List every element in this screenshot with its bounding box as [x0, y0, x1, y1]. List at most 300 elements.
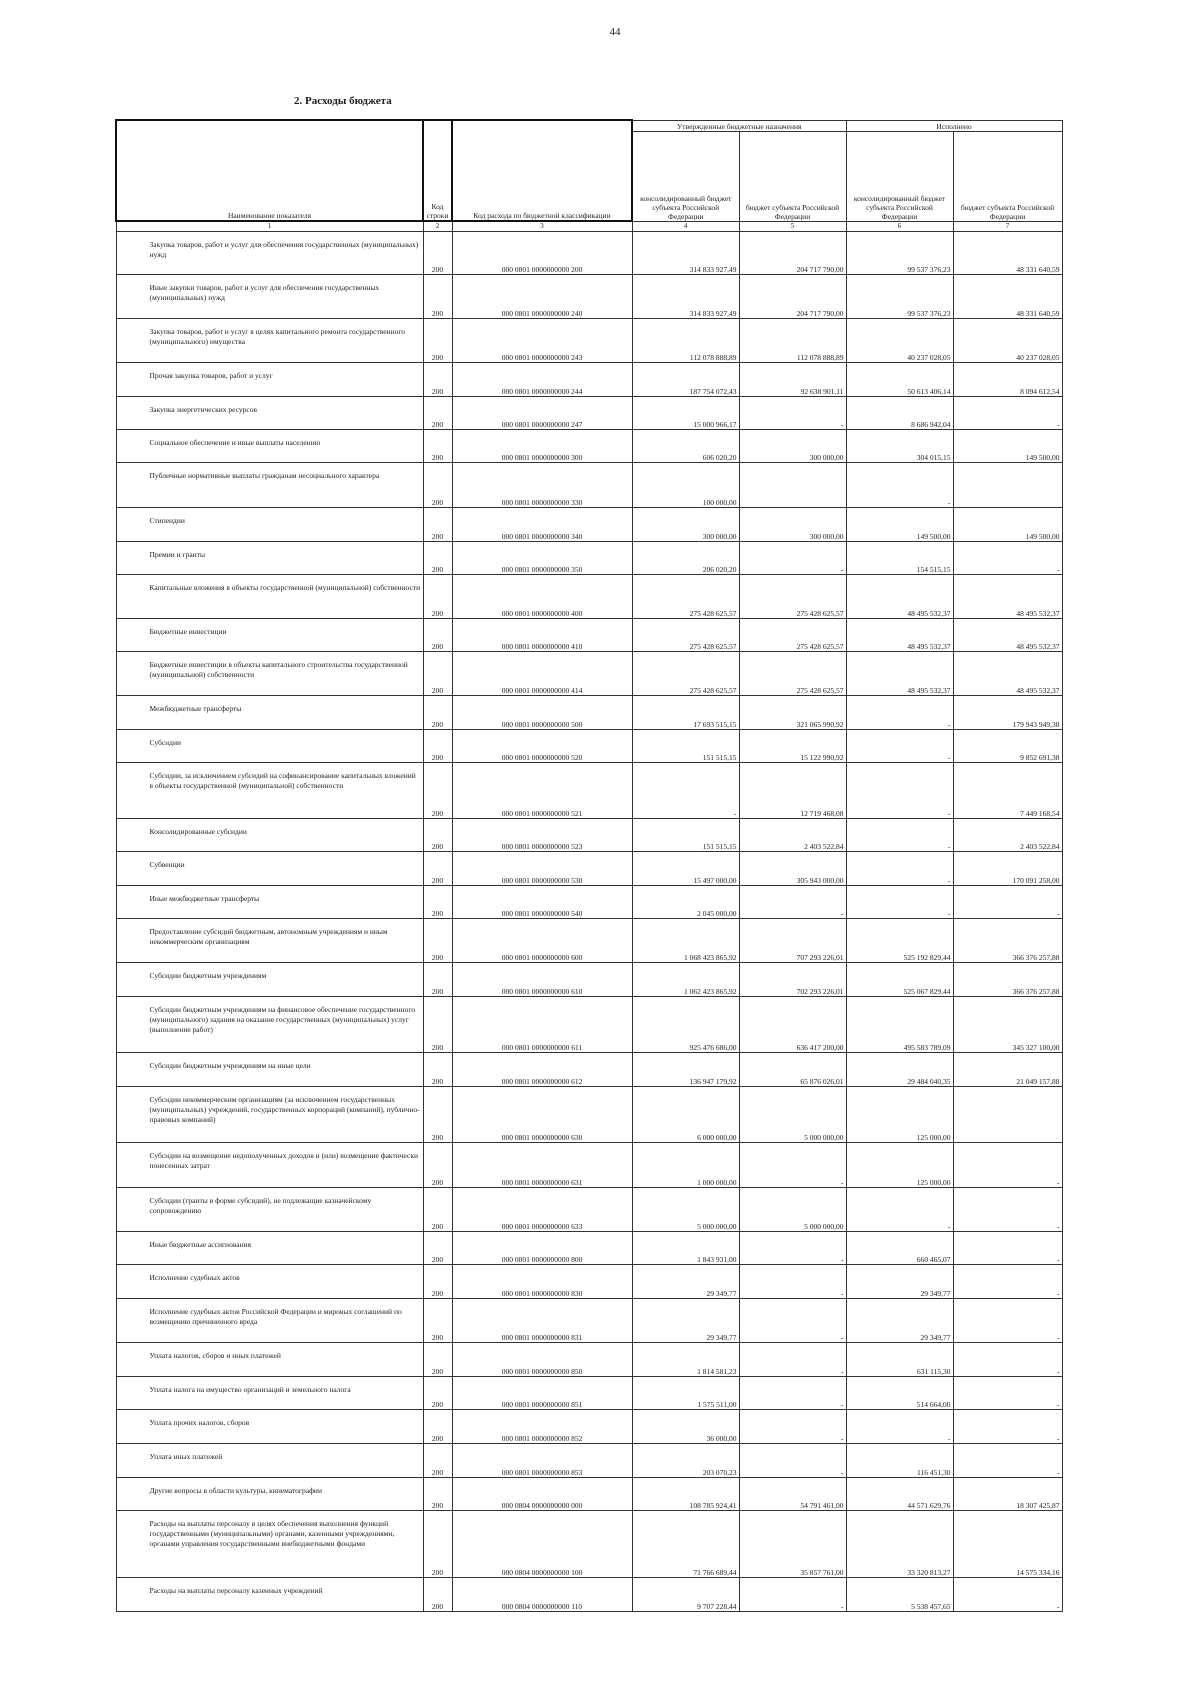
row-name: Социальное обеспечение и иные выплаты населению	[149, 438, 321, 447]
header-name: Наименование показателя	[116, 120, 423, 221]
row-name: Исполнение судебных актов Российской Федерации и мировых соглашений по возмещению причиненного вреда	[149, 1307, 402, 1326]
table-row	[116, 619, 1062, 652]
executed-consolidated-cell: 29 484 040,35	[846, 1053, 953, 1087]
line-code-cell: 200	[423, 1265, 452, 1299]
table-row	[116, 1232, 1062, 1265]
approved-consolidated-cell: 29 349,77	[632, 1299, 739, 1343]
budget-code-cell: 000 0801 0000000000 612	[452, 1053, 632, 1087]
column-number: 4	[632, 221, 739, 232]
budget-code-cell: 000 0801 0000000000 340	[452, 508, 632, 542]
row-name: Закупка энергетических ресурсов	[149, 405, 258, 414]
approved-consolidated-cell: 5 000 000,00	[632, 1188, 739, 1232]
approved-subject-cell: -	[739, 1232, 846, 1265]
approved-subject-cell: 112 078 888,89	[739, 319, 846, 363]
executed-subject-cell: -	[953, 1410, 1062, 1444]
row-name-cell	[116, 1343, 423, 1377]
section-title: 2. Расходы бюджета	[294, 95, 392, 107]
line-code-cell: 200	[423, 508, 452, 542]
approved-consolidated-cell: 300 000,00	[632, 508, 739, 542]
row-name: Субсидии, за исключением субсидий на софинансирование капитальных вложений в объекты государственной (муниципальной) собственности	[149, 771, 416, 790]
executed-consolidated-cell: 125 000,00	[846, 1143, 953, 1188]
row-name: Уплата иных платежей	[149, 1452, 223, 1461]
line-code-cell: 200	[423, 730, 452, 763]
line-code-cell: 200	[423, 397, 452, 430]
approved-consolidated-cell: 1 000 000,00	[632, 1143, 739, 1188]
row-name-cell	[116, 1232, 423, 1265]
line-code-cell: 200	[423, 232, 452, 275]
row-name-cell	[116, 397, 423, 430]
approved-subject-cell: -	[739, 1578, 846, 1612]
row-name: Иные закупки товаров, работ и услуг для обеспечения государственных (муниципальных) нужд	[149, 283, 380, 302]
approved-subject-cell: 65 876 026,01	[739, 1053, 846, 1087]
table-row	[116, 1478, 1062, 1511]
approved-subject-cell: -	[739, 1143, 846, 1188]
approved-consolidated-cell: 1 062 423 865,92	[632, 963, 739, 997]
row-name-cell	[116, 997, 423, 1053]
row-name-cell	[116, 1377, 423, 1410]
row-name-cell	[116, 232, 423, 275]
line-code-cell: 200	[423, 852, 452, 886]
table-row	[116, 696, 1062, 730]
row-name: Бюджетные инвестиции в объекты капитального строительства государственной (муниципальной) собственности	[149, 660, 408, 679]
header-approved-consolidated: консолидированный бюджет субъекта Российской Федерации	[632, 131, 739, 221]
executed-consolidated-cell: 525 192 829,44	[846, 919, 953, 963]
executed-consolidated-cell: 304 015,15	[846, 430, 953, 463]
approved-consolidated-cell: 29 349,77	[632, 1265, 739, 1299]
row-name-cell	[116, 919, 423, 963]
row-name-cell	[116, 730, 423, 763]
approved-consolidated-cell: 1 814 581,23	[632, 1343, 739, 1377]
line-code-cell: 200	[423, 1143, 452, 1188]
row-name: Расходы на выплаты персоналу в целях обеспечения выполнения функций государственными (муниципальными) органами, казенными учреждениями, органами управления государственными внебюджетными фондами	[149, 1519, 395, 1548]
line-code-cell: 200	[423, 1444, 452, 1478]
approved-subject-cell: 707 293 226,01	[739, 919, 846, 963]
executed-subject-cell: 345 327 100,00	[953, 997, 1062, 1053]
row-name: Субсидии (гранты в форме субсидий), не подлежащие казначейскому сопровождению	[149, 1196, 372, 1215]
budget-code-cell: 000 0804 0000000000 110	[452, 1578, 632, 1612]
approved-consolidated-cell: 275 428 625,57	[632, 652, 739, 696]
approved-consolidated-cell: 15 000 966,17	[632, 397, 739, 430]
row-name: Бюджетные инвестиции	[149, 627, 227, 636]
budget-code-cell: 000 0801 0000000000 247	[452, 397, 632, 430]
executed-consolidated-cell: -	[846, 886, 953, 919]
executed-consolidated-cell: 99 537 376,23	[846, 232, 953, 275]
line-code-cell: 200	[423, 886, 452, 919]
expenses-table	[115, 119, 1063, 1612]
row-name-cell	[116, 430, 423, 463]
budget-code-cell: 000 0801 0000000000 830	[452, 1265, 632, 1299]
approved-consolidated-cell: 1 843 931,00	[632, 1232, 739, 1265]
table-row	[116, 430, 1062, 463]
approved-subject-cell: 54 791 461,00	[739, 1478, 846, 1511]
table-row	[116, 508, 1062, 542]
budget-code-cell: 000 0801 0000000000 240	[452, 275, 632, 319]
header-approved-subject: бюджет субъекта Российской Федерации	[739, 131, 846, 221]
row-name: Субсидии некоммерческим организациям (за исключением государственных (муниципальных) учреждений, государственных корпораций (компаний), публично-правовых компаний)	[149, 1095, 420, 1124]
budget-code-cell: 000 0801 0000000000 520	[452, 730, 632, 763]
approved-subject-cell: 204 717 790,00	[739, 232, 846, 275]
row-name: Стипендии	[149, 516, 185, 525]
line-code-cell: 200	[423, 1232, 452, 1265]
header-executed-subject: бюджет субъекта Российской Федерации	[953, 131, 1062, 221]
executed-subject-cell: 48 331 640,59	[953, 232, 1062, 275]
executed-subject-cell: 179 943 949,38	[953, 696, 1062, 730]
line-code-cell: 200	[423, 919, 452, 963]
line-code-cell: 200	[423, 763, 452, 819]
approved-consolidated-cell: -	[632, 763, 739, 819]
executed-consolidated-cell: 50 613 406,14	[846, 363, 953, 397]
budget-code-cell: 000 0801 0000000000 852	[452, 1410, 632, 1444]
executed-consolidated-cell: 5 538 457,65	[846, 1578, 953, 1612]
budget-code-cell: 000 0801 0000000000 850	[452, 1343, 632, 1377]
column-number: 5	[739, 221, 846, 232]
header-approved: Утвержденные бюджетные назначения	[632, 120, 846, 131]
budget-code-cell: 000 0801 0000000000 530	[452, 852, 632, 886]
approved-subject-cell: -	[739, 1343, 846, 1377]
table-row	[116, 997, 1062, 1053]
executed-consolidated-cell: 149 500,00	[846, 508, 953, 542]
line-code-cell: 200	[423, 1511, 452, 1578]
approved-consolidated-cell: 136 947 179,92	[632, 1053, 739, 1087]
row-name-cell	[116, 463, 423, 508]
row-name-cell	[116, 1265, 423, 1299]
table-row	[116, 963, 1062, 997]
budget-code-cell: 000 0804 0000000000 000	[452, 1478, 632, 1511]
budget-code-cell: 000 0801 0000000000 521	[452, 763, 632, 819]
executed-subject-cell	[953, 1087, 1062, 1143]
header-executed: Исполнено	[846, 120, 1062, 131]
executed-subject-cell: -	[953, 1232, 1062, 1265]
executed-consolidated-cell: 660 465,07	[846, 1232, 953, 1265]
row-name: Закупка товаров, работ и услуг в целях капитального ремонта государственного (муниципального) имущества	[149, 327, 406, 346]
approved-consolidated-cell: 151 515,15	[632, 730, 739, 763]
table-row	[116, 730, 1062, 763]
executed-subject-cell: 48 495 532,37	[953, 575, 1062, 619]
approved-consolidated-cell: 9 707 228,44	[632, 1578, 739, 1612]
budget-code-cell: 000 0801 0000000000 523	[452, 819, 632, 852]
column-number: 6	[846, 221, 953, 232]
line-code-cell: 200	[423, 1578, 452, 1612]
table-row	[116, 1343, 1062, 1377]
table-row	[116, 275, 1062, 319]
executed-subject-cell: 21 049 157,88	[953, 1053, 1062, 1087]
executed-consolidated-cell: 48 495 532,37	[846, 652, 953, 696]
approved-subject-cell: 275 428 625,57	[739, 652, 846, 696]
executed-subject-cell: 149 500,00	[953, 508, 1062, 542]
executed-subject-cell: 366 376 257,88	[953, 919, 1062, 963]
approved-subject-cell: 300 000,00	[739, 430, 846, 463]
table-row	[116, 1143, 1062, 1188]
approved-subject-cell: 12 719 468,08	[739, 763, 846, 819]
executed-subject-cell	[953, 463, 1062, 508]
line-code-cell: 200	[423, 1478, 452, 1511]
approved-consolidated-cell: 15 497 000,00	[632, 852, 739, 886]
budget-code-cell: 000 0801 0000000000 831	[452, 1299, 632, 1343]
budget-code-cell: 000 0801 0000000000 410	[452, 619, 632, 652]
executed-consolidated-cell: 116 451,30	[846, 1444, 953, 1478]
row-name-cell	[116, 1188, 423, 1232]
approved-subject-cell	[739, 463, 846, 508]
row-name-cell	[116, 619, 423, 652]
budget-code-cell: 000 0801 0000000000 243	[452, 319, 632, 363]
table-row	[116, 886, 1062, 919]
approved-consolidated-cell: 606 020,20	[632, 430, 739, 463]
executed-consolidated-cell: -	[846, 696, 953, 730]
approved-consolidated-cell: 71 766 689,44	[632, 1511, 739, 1578]
executed-subject-cell: -	[953, 1299, 1062, 1343]
table-row	[116, 1188, 1062, 1232]
budget-code-cell: 000 0801 0000000000 633	[452, 1188, 632, 1232]
line-code-cell: 200	[423, 363, 452, 397]
table-row	[116, 1299, 1062, 1343]
approved-consolidated-cell: 36 000,00	[632, 1410, 739, 1444]
approved-consolidated-cell: 314 833 927,49	[632, 232, 739, 275]
executed-subject-cell: 48 495 532,37	[953, 619, 1062, 652]
executed-consolidated-cell: 29 349,77	[846, 1265, 953, 1299]
row-name-cell	[116, 1143, 423, 1188]
approved-subject-cell: 275 428 625,57	[739, 619, 846, 652]
line-code-cell: 200	[423, 1188, 452, 1232]
approved-consolidated-cell: 1 068 423 865,92	[632, 919, 739, 963]
line-code-cell: 200	[423, 542, 452, 575]
line-code-cell: 200	[423, 275, 452, 319]
row-name: Премии и гранты	[149, 550, 206, 559]
table-row	[116, 1377, 1062, 1410]
line-code-cell: 200	[423, 575, 452, 619]
table-row	[116, 1444, 1062, 1478]
line-code-cell: 200	[423, 997, 452, 1053]
budget-code-cell: 000 0801 0000000000 540	[452, 886, 632, 919]
table-row	[116, 919, 1062, 963]
budget-code-cell: 000 0801 0000000000 851	[452, 1377, 632, 1410]
table-row	[116, 852, 1062, 886]
approved-subject-cell: 275 428 625,57	[739, 575, 846, 619]
executed-subject-cell: -	[953, 1143, 1062, 1188]
executed-subject-cell: -	[953, 1188, 1062, 1232]
executed-consolidated-cell: 495 583 789,09	[846, 997, 953, 1053]
row-name-cell	[116, 696, 423, 730]
row-name: Прочая закупка товаров, работ и услуг	[149, 371, 273, 380]
budget-code-cell: 000 0801 0000000000 400	[452, 575, 632, 619]
executed-consolidated-cell: 29 349,77	[846, 1299, 953, 1343]
row-name: Капитальные вложения в объекты государственной (муниципальной) собственности	[149, 583, 421, 592]
budget-code-cell: 000 0801 0000000000 350	[452, 542, 632, 575]
approved-subject-cell: 321 065 990,92	[739, 696, 846, 730]
row-name: Другие вопросы в области культуры, кинематографии	[149, 1486, 322, 1495]
approved-consolidated-cell: 925 476 686,00	[632, 997, 739, 1053]
approved-subject-cell: 702 293 226,01	[739, 963, 846, 997]
approved-consolidated-cell: 275 428 625,57	[632, 619, 739, 652]
table-row	[116, 232, 1062, 275]
approved-subject-cell: -	[739, 1299, 846, 1343]
executed-consolidated-cell: 514 664,00	[846, 1377, 953, 1410]
line-code-cell: 200	[423, 696, 452, 730]
executed-consolidated-cell: 33 320 813,27	[846, 1511, 953, 1578]
approved-consolidated-cell: 108 785 924,41	[632, 1478, 739, 1511]
header-class-code: Код расхода по бюджетной классификации	[452, 120, 632, 221]
row-name-cell	[116, 652, 423, 696]
approved-subject-cell: 35 857 761,00	[739, 1511, 846, 1578]
approved-subject-cell: -	[739, 886, 846, 919]
executed-subject-cell: -	[953, 542, 1062, 575]
approved-subject-cell: 5 000 000,00	[739, 1188, 846, 1232]
line-code-cell: 200	[423, 319, 452, 363]
executed-subject-cell: 48 495 532,37	[953, 652, 1062, 696]
approved-subject-cell: -	[739, 1265, 846, 1299]
approved-consolidated-cell: 112 078 888,89	[632, 319, 739, 363]
approved-subject-cell: -	[739, 397, 846, 430]
approved-consolidated-cell: 17 693 515,15	[632, 696, 739, 730]
column-number: 1	[116, 221, 423, 232]
table-row	[116, 397, 1062, 430]
line-code-cell: 200	[423, 1410, 452, 1444]
executed-consolidated-cell: 44 571 629,76	[846, 1478, 953, 1511]
executed-consolidated-cell: 48 495 532,37	[846, 575, 953, 619]
row-name-cell	[116, 575, 423, 619]
column-number: 3	[452, 221, 632, 232]
row-name-cell	[116, 1478, 423, 1511]
approved-consolidated-cell: 314 833 927,49	[632, 275, 739, 319]
row-name-cell	[116, 1053, 423, 1087]
row-name: Уплата налогов, сборов и иных платежей	[149, 1351, 281, 1360]
row-name: Исполнение судебных актов	[149, 1273, 240, 1282]
row-name-cell	[116, 508, 423, 542]
table-row	[116, 1265, 1062, 1299]
budget-code-cell: 000 0801 0000000000 330	[452, 463, 632, 508]
approved-subject-cell: -	[739, 542, 846, 575]
executed-consolidated-cell: 99 537 376,23	[846, 275, 953, 319]
executed-consolidated-cell: -	[846, 763, 953, 819]
executed-subject-cell: 14 575 334,16	[953, 1511, 1062, 1578]
row-name-cell	[116, 363, 423, 397]
row-name: Консолидированные субсидии	[149, 827, 247, 836]
row-name-cell	[116, 963, 423, 997]
executed-subject-cell: -	[953, 397, 1062, 430]
executed-consolidated-cell: -	[846, 819, 953, 852]
executed-consolidated-cell: 525 067 829,44	[846, 963, 953, 997]
approved-subject-cell: -	[739, 1444, 846, 1478]
line-code-cell: 200	[423, 1087, 452, 1143]
approved-consolidated-cell: 203 070,23	[632, 1444, 739, 1478]
executed-consolidated-cell: 631 115,30	[846, 1343, 953, 1377]
row-name: Предоставление субсидий бюджетным, автономным учреждениям и иным некоммерческим организациям	[149, 927, 388, 946]
budget-code-cell: 000 0801 0000000000 414	[452, 652, 632, 696]
executed-consolidated-cell: -	[846, 463, 953, 508]
approved-consolidated-cell: 1 575 511,00	[632, 1377, 739, 1410]
executed-subject-cell: 18 307 425,87	[953, 1478, 1062, 1511]
line-code-cell: 200	[423, 430, 452, 463]
table-row	[116, 652, 1062, 696]
row-name: Субсидии на возмещение недополученных доходов и (или) возмещение фактически понесенных затрат	[149, 1151, 419, 1170]
row-name: Расходы на выплаты персоналу казенных учреждений	[149, 1586, 323, 1595]
executed-consolidated-cell: -	[846, 730, 953, 763]
executed-subject-cell: 2 403 522,84	[953, 819, 1062, 852]
line-code-cell: 200	[423, 619, 452, 652]
table-row	[116, 763, 1062, 819]
row-name-cell	[116, 852, 423, 886]
executed-subject-cell: 149 500,00	[953, 430, 1062, 463]
table-row	[116, 363, 1062, 397]
row-name: Субсидии бюджетным учреждениям на иные цели	[149, 1061, 311, 1070]
approved-consolidated-cell: 187 754 072,43	[632, 363, 739, 397]
line-code-cell: 200	[423, 1053, 452, 1087]
executed-consolidated-cell: -	[846, 1410, 953, 1444]
executed-subject-cell: -	[953, 1578, 1062, 1612]
row-name-cell	[116, 1444, 423, 1478]
line-code-cell: 200	[423, 463, 452, 508]
approved-subject-cell: 2 403 522,84	[739, 819, 846, 852]
executed-subject-cell: 170 091 258,00	[953, 852, 1062, 886]
executed-consolidated-cell: -	[846, 1188, 953, 1232]
budget-code-cell: 000 0801 0000000000 300	[452, 430, 632, 463]
budget-code-cell: 000 0801 0000000000 630	[452, 1087, 632, 1143]
table-row	[116, 1511, 1062, 1578]
row-name-cell	[116, 1410, 423, 1444]
line-code-cell: 200	[423, 1377, 452, 1410]
column-number: 7	[953, 221, 1062, 232]
row-name-cell	[116, 886, 423, 919]
approved-subject-cell: -	[739, 1377, 846, 1410]
approved-consolidated-cell: 2 045 000,00	[632, 886, 739, 919]
row-name-cell	[116, 1578, 423, 1612]
executed-consolidated-cell: 40 237 028,05	[846, 319, 953, 363]
executed-subject-cell: 9 852 691,38	[953, 730, 1062, 763]
executed-subject-cell: -	[953, 1377, 1062, 1410]
table-row	[116, 1578, 1062, 1612]
row-name: Иные бюджетные ассигнования	[149, 1240, 252, 1249]
budget-code-cell: 000 0804 0000000000 100	[452, 1511, 632, 1578]
header-executed-consolidated: консолидированный бюджет субъекта Российской Федерации	[846, 131, 953, 221]
executed-subject-cell: 8 094 612,54	[953, 363, 1062, 397]
executed-subject-cell: 48 331 640,59	[953, 275, 1062, 319]
table-row	[116, 463, 1062, 508]
line-code-cell: 200	[423, 1343, 452, 1377]
row-name: Закупка товаров, работ и услуг для обеспечения государственных (муниципальных) нужд	[149, 240, 419, 259]
approved-subject-cell: 305 943 000,00	[739, 852, 846, 886]
executed-subject-cell: 7 449 168,54	[953, 763, 1062, 819]
row-name-cell	[116, 1299, 423, 1343]
budget-code-cell: 000 0801 0000000000 610	[452, 963, 632, 997]
budget-code-cell: 000 0801 0000000000 200	[452, 232, 632, 275]
approved-subject-cell: -	[739, 1410, 846, 1444]
approved-consolidated-cell: 6 000 000,00	[632, 1087, 739, 1143]
budget-code-cell: 000 0801 0000000000 611	[452, 997, 632, 1053]
header-line-code: Код строки	[423, 120, 452, 221]
executed-consolidated-cell: -	[846, 852, 953, 886]
executed-subject-cell: -	[953, 1265, 1062, 1299]
table-row	[116, 819, 1062, 852]
row-name-cell	[116, 763, 423, 819]
row-name: Уплата прочих налогов, сборов	[149, 1418, 250, 1427]
row-name-cell	[116, 1087, 423, 1143]
row-name: Субсидии	[149, 738, 181, 747]
table-row	[116, 575, 1062, 619]
executed-consolidated-cell: 154 515,15	[846, 542, 953, 575]
executed-consolidated-cell: 48 495 532,37	[846, 619, 953, 652]
row-name: Субвенции	[149, 860, 185, 869]
approved-subject-cell: 300 000,00	[739, 508, 846, 542]
table-row	[116, 542, 1062, 575]
executed-subject-cell: 366 376 257,88	[953, 963, 1062, 997]
approved-subject-cell: 5 000 000,00	[739, 1087, 846, 1143]
line-code-cell: 200	[423, 963, 452, 997]
executed-subject-cell: -	[953, 1343, 1062, 1377]
budget-code-cell: 000 0801 0000000000 800	[452, 1232, 632, 1265]
approved-subject-cell: 15 122 990,92	[739, 730, 846, 763]
line-code-cell: 200	[423, 819, 452, 852]
column-number: 2	[423, 221, 452, 232]
approved-subject-cell: 92 638 901,11	[739, 363, 846, 397]
